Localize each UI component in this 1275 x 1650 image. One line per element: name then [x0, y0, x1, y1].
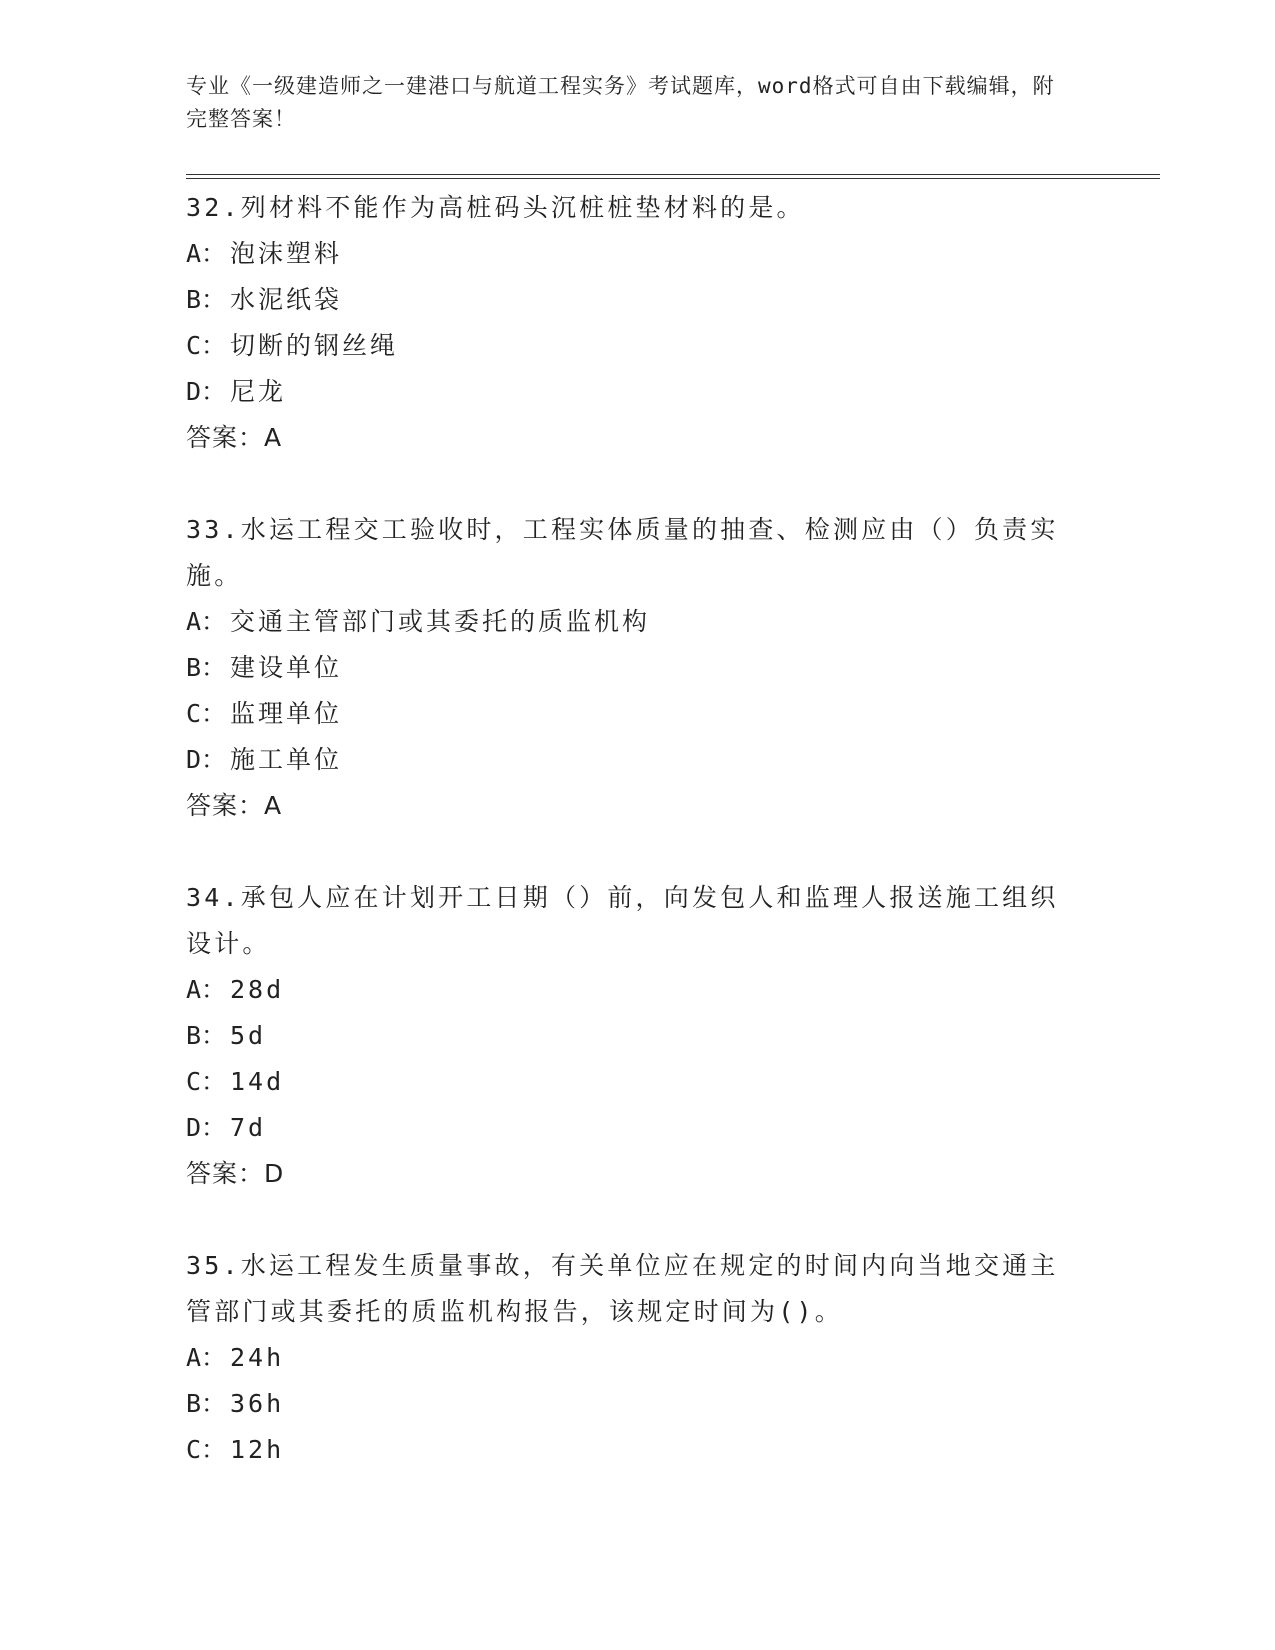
option-letter: B：: [186, 1389, 227, 1418]
option-letter: C：: [186, 699, 227, 728]
answer-line: 答案：D: [186, 1159, 285, 1188]
option-text: 12h: [230, 1435, 285, 1464]
option-letter: D：: [186, 745, 227, 774]
option-b: [186, 645, 1166, 691]
option-text: 水泥纸袋: [230, 285, 343, 314]
option-text: 泡沫塑料: [230, 239, 343, 268]
option-letter: C：: [186, 331, 227, 360]
option-c: [186, 1059, 1166, 1105]
double-divider: [186, 174, 1160, 179]
option-text: 36h: [230, 1389, 285, 1418]
question-stem: 33.水运工程交工验收时，工程实体质量的抽查、检测应由（）负责实施。: [186, 515, 1059, 590]
option-d: [186, 369, 1166, 415]
option-text: 7d: [230, 1113, 267, 1142]
option-a: [186, 1335, 1166, 1381]
option-b: [186, 277, 1166, 323]
option-d: [186, 737, 1166, 783]
option-c: [186, 1427, 1166, 1473]
option-letter: B：: [186, 653, 227, 682]
option-d: [186, 1105, 1166, 1151]
option-letter: C：: [186, 1435, 227, 1464]
option-text: 交通主管部门或其委托的质监机构: [230, 607, 651, 636]
option-letter: A：: [186, 239, 227, 268]
option-text: 建设单位: [230, 653, 343, 682]
answer-line: 答案：A: [186, 791, 283, 820]
option-letter: D：: [186, 1113, 227, 1142]
answer-line: 答案：A: [186, 423, 283, 452]
option-text: 监理单位: [230, 699, 343, 728]
option-text: 28d: [230, 975, 285, 1004]
option-text: 14d: [230, 1067, 285, 1096]
option-letter: A：: [186, 607, 227, 636]
option-b: [186, 1381, 1166, 1427]
option-letter: B：: [186, 285, 227, 314]
question-35: [186, 1243, 1166, 1473]
option-letter: C：: [186, 1067, 227, 1096]
option-a: [186, 231, 1166, 277]
option-c: [186, 691, 1166, 737]
option-letter: D：: [186, 377, 227, 406]
option-a: [186, 967, 1166, 1013]
question-34: [186, 875, 1166, 1197]
option-text: 5d: [230, 1021, 267, 1050]
option-b: [186, 1013, 1166, 1059]
question-stem: 32.列材料不能作为高桩码头沉桩桩垫材料的是。: [186, 193, 805, 222]
option-letter: B：: [186, 1021, 227, 1050]
question-33: [186, 507, 1166, 829]
question-stem: 35.水运工程发生质量事故，有关单位应在规定的时间内向当地交通主管部门或其委托的质监机构报告，该规定时间为()。: [186, 1251, 1059, 1326]
option-text: 尼龙: [230, 377, 287, 406]
document-intro: 专业《一级建造师之一建港口与航道工程实务》考试题库，word格式可自由下载编辑，附完整答案！: [186, 74, 1055, 131]
option-text: 施工单位: [230, 745, 343, 774]
question-32: [186, 185, 1166, 461]
option-a: [186, 599, 1166, 645]
document-page: [186, 70, 1166, 1519]
option-letter: A：: [186, 1343, 227, 1372]
question-stem: 34.承包人应在计划开工日期（）前，向发包人和监理人报送施工组织设计。: [186, 883, 1059, 958]
question-list: [186, 185, 1166, 1473]
option-text: 24h: [230, 1343, 285, 1372]
option-c: [186, 323, 1166, 369]
option-text: 切断的钢丝绳: [230, 331, 399, 360]
option-letter: A：: [186, 975, 227, 1004]
